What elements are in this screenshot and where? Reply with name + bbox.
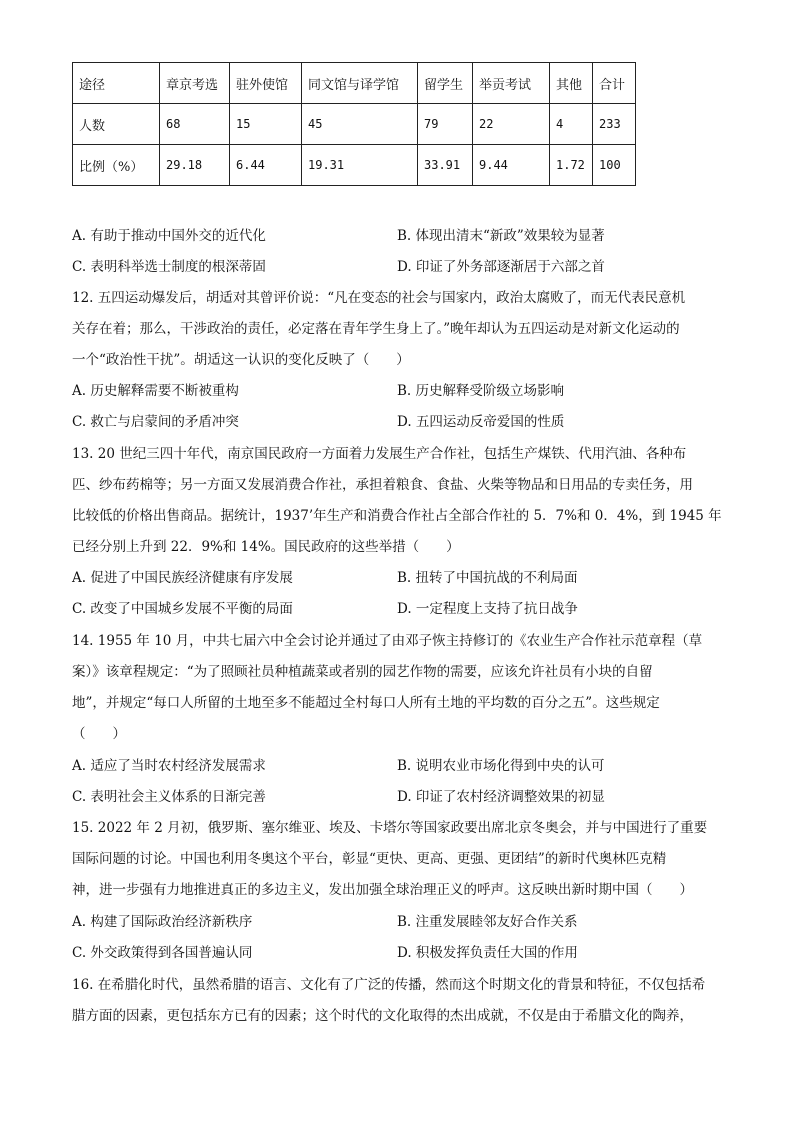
table-cell: 233 [593, 104, 636, 145]
q12-stem-line: 关存在着；那么，干涉政治的责任，必定落在青年学生身上了。”晚年却认为五四运动是对新文化运动的 [72, 321, 680, 337]
q15-option-d[interactable]: D. 积极发挥负责任大国的作用 [397, 945, 578, 961]
q13-option-d[interactable]: D. 一定程度上支持了抗日战争 [397, 601, 578, 617]
table-cell: 100 [593, 145, 636, 186]
q11-option-b[interactable]: B. 体现出清末“新政”效果较为显著 [397, 228, 605, 244]
table-cell: 9.44 [473, 145, 550, 186]
table-cell: 6.44 [230, 145, 302, 186]
q14-option-d[interactable]: D. 印证了农村经济调整效果的初显 [397, 789, 605, 805]
table-header-row [73, 63, 636, 104]
q15-option-a[interactable]: A. 构建了国际政治经济新秩序 [72, 914, 253, 930]
table-header-cell: 途径 [73, 63, 160, 104]
table-cell: 29.18 [160, 145, 230, 186]
table-cell: 4 [550, 104, 593, 145]
q15-stem-line: 15. 2022 年 2 月初，俄罗斯、塞尔维亚、埃及、卡塔尔等国家政要出席北京冬奥会，并与中国进行了重要 [72, 820, 708, 836]
q14-stem-line: （ ） [72, 726, 126, 742]
q15-option-b[interactable]: B. 注重发展睦邻友好合作关系 [397, 914, 578, 930]
q12-option-d[interactable]: D. 五四运动反帝爱国的性质 [397, 414, 565, 430]
table-cell: 33.91 [418, 145, 473, 186]
table-header-cell: 章京考选 [160, 63, 230, 104]
table-header-cell: 同文馆与译学馆 [302, 63, 418, 104]
q14-option-c[interactable]: C. 表明社会主义体系的日渐完善 [72, 789, 266, 805]
table-cell: 1.72 [550, 145, 593, 186]
q12-option-a[interactable]: A. 历史解释需要不断被重构 [72, 383, 239, 399]
q13-stem-line: 匹、纱布药棉等；另一方面又发展消费合作社，承担着粮食、食盐、火柴等物品和日用品的专卖任务，用 [72, 477, 693, 493]
q13-option-c[interactable]: C. 改变了中国城乡发展不平衡的局面 [72, 601, 293, 617]
table-cell: 15 [230, 104, 302, 145]
q11-option-a[interactable]: A. 有助于推动中国外交的近代化 [72, 228, 266, 244]
table-cell: 68 [160, 104, 230, 145]
q15-stem-line: 国际问题的讨论。中国也利用冬奥这个平台，彰显“更快、更高、更强、更团结”的新时代奥林匹克精 [72, 851, 667, 867]
q14-stem-line: 14. 1955 年 10 月，中共七届六中全会讨论并通过了由邓子恢主持修订的《农业生产合作社示范章程（草 [72, 633, 703, 649]
table-header-cell: 其他 [550, 63, 593, 104]
table-header-cell: 举贡考试 [473, 63, 550, 104]
table-header-cell: 留学生 [418, 63, 473, 104]
table-row [73, 145, 636, 186]
table-row-label: 比例（%） [73, 145, 160, 186]
q11-option-d[interactable]: D. 印证了外务部逐渐居于六部之首 [397, 259, 605, 275]
table-row-label: 人数 [73, 104, 160, 145]
q12-stem-line: 12. 五四运动爆发后，胡适对其曾评价说：“凡在变态的社会与国家内，政治太腐败了，而无代表民意机 [72, 290, 686, 306]
q15-stem-line: 神，进一步强有力地推进真正的多边主义，发出加强全球治理正义的呼声。这反映出新时期中国（ ） [72, 882, 693, 898]
q12-stem-line: 一个“政治性干扰”。胡适这一认识的变化反映了（ ） [72, 352, 410, 368]
q12-option-b[interactable]: B. 历史解释受阶级立场影响 [397, 383, 565, 399]
personnel-source-table [72, 62, 636, 186]
q13-stem-line: 比较低的价格出售商品。据统计，1937’年生产和消费合作社占全部合作社的 5．7%和 0．4%，到 1945 年 [72, 508, 722, 524]
q11-option-c[interactable]: C. 表明科举选士制度的根深蒂固 [72, 259, 266, 275]
table-cell: 19.31 [302, 145, 418, 186]
table-cell: 22 [473, 104, 550, 145]
q13-option-b[interactable]: B. 扭转了中国抗战的不利局面 [397, 570, 578, 586]
q16-stem-line: 腊方面的因素，更包括东方已有的因素；这个时代的文化取得的杰出成就，不仅是由于希腊文化的陶养， [72, 1008, 693, 1024]
q13-option-a[interactable]: A. 促进了中国民族经济健康有序发展 [72, 570, 293, 586]
q15-option-c[interactable]: C. 外交政策得到各国普遍认同 [72, 945, 253, 961]
table-header-cell: 合计 [593, 63, 636, 104]
table-header-cell: 驻外使馆 [230, 63, 302, 104]
q13-stem-line: 13. 20 世纪三四十年代，南京国民政府一方面着力发展生产合作社，包括生产煤铁、代用汽油、各种布 [72, 446, 687, 462]
q14-stem-line: 案）》该章程规定：“为了照顾社员种植蔬菜或者别的园艺作物的需要，应该允许社员有小块的自留 [72, 664, 653, 680]
q12-option-c[interactable]: C. 救亡与启蒙间的矛盾冲突 [72, 414, 239, 430]
q14-option-b[interactable]: B. 说明农业市场化得到中央的认可 [397, 758, 605, 774]
q14-option-a[interactable]: A. 适应了当时农村经济发展需求 [72, 758, 266, 774]
q16-stem-line: 16. 在希腊化时代，虽然希腊的语言、文化有了广泛的传播，然而这个时期文化的背景和特征，不仅包括希 [72, 977, 706, 993]
table-row [73, 104, 636, 145]
q14-stem-line: 地”，并规定“每口人所留的土地至多不能超过全村每口人所有土地的平均数的百分之五”。这些规定 [72, 695, 660, 711]
table-cell: 79 [418, 104, 473, 145]
table-cell: 45 [302, 104, 418, 145]
q13-stem-line: 已经分别上升到 22．9%和 14%。国民政府的这些举措（ ） [72, 539, 460, 555]
